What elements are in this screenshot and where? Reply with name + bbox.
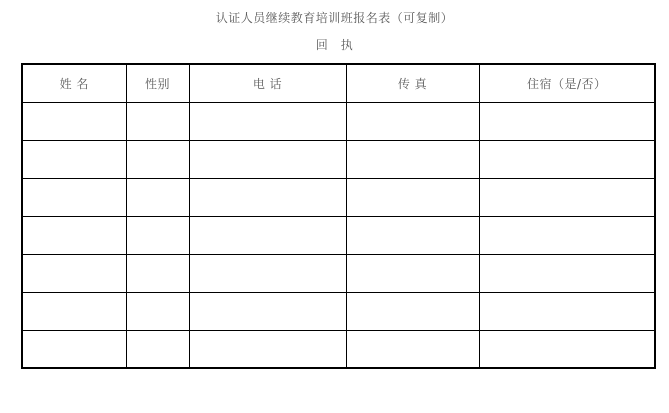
empty-cell (189, 292, 346, 330)
header-cell-name: 姓 名 (22, 64, 126, 102)
empty-cell (479, 178, 655, 216)
empty-cell (189, 140, 346, 178)
empty-cell (126, 292, 189, 330)
header-cell-fax: 传 真 (346, 64, 479, 102)
empty-cell (189, 330, 346, 368)
registration-form-document (0, 10, 669, 369)
empty-cell (346, 330, 479, 368)
table-row (22, 330, 655, 368)
table-row (22, 140, 655, 178)
empty-cell (346, 254, 479, 292)
empty-cell (22, 140, 126, 178)
header-cell-accommodation: 住宿（是/否） (479, 64, 655, 102)
table-row (22, 216, 655, 254)
empty-cell (479, 254, 655, 292)
empty-cell (22, 178, 126, 216)
empty-cell (479, 216, 655, 254)
empty-cell (126, 216, 189, 254)
registration-table (21, 63, 656, 369)
header-cell-gender: 性别 (126, 64, 189, 102)
empty-cell (346, 216, 479, 254)
empty-cell (126, 102, 189, 140)
header-row (22, 64, 655, 102)
empty-cell (479, 140, 655, 178)
empty-cell (22, 254, 126, 292)
table-row (22, 102, 655, 140)
header-cell-phone: 电 话 (189, 64, 346, 102)
empty-cell (126, 140, 189, 178)
empty-cell (22, 292, 126, 330)
table-row (22, 292, 655, 330)
empty-cell (479, 292, 655, 330)
empty-cell (126, 178, 189, 216)
document-title: 认证人员继续教育培训班报名表（可复制） (215, 11, 454, 25)
empty-cell (126, 254, 189, 292)
empty-cell (346, 140, 479, 178)
empty-cell (22, 102, 126, 140)
empty-cell (189, 102, 346, 140)
empty-cell (189, 216, 346, 254)
empty-cell (22, 330, 126, 368)
empty-cell (22, 216, 126, 254)
empty-cell (126, 330, 189, 368)
receipt-subtitle: 回 执 (315, 38, 354, 52)
empty-cell (189, 254, 346, 292)
empty-cell (479, 330, 655, 368)
empty-cell (346, 102, 479, 140)
empty-cell (346, 292, 479, 330)
empty-cell (189, 178, 346, 216)
empty-cell (346, 178, 479, 216)
table-row (22, 178, 655, 216)
table-body (22, 102, 655, 368)
empty-cell (479, 102, 655, 140)
table-row (22, 254, 655, 292)
